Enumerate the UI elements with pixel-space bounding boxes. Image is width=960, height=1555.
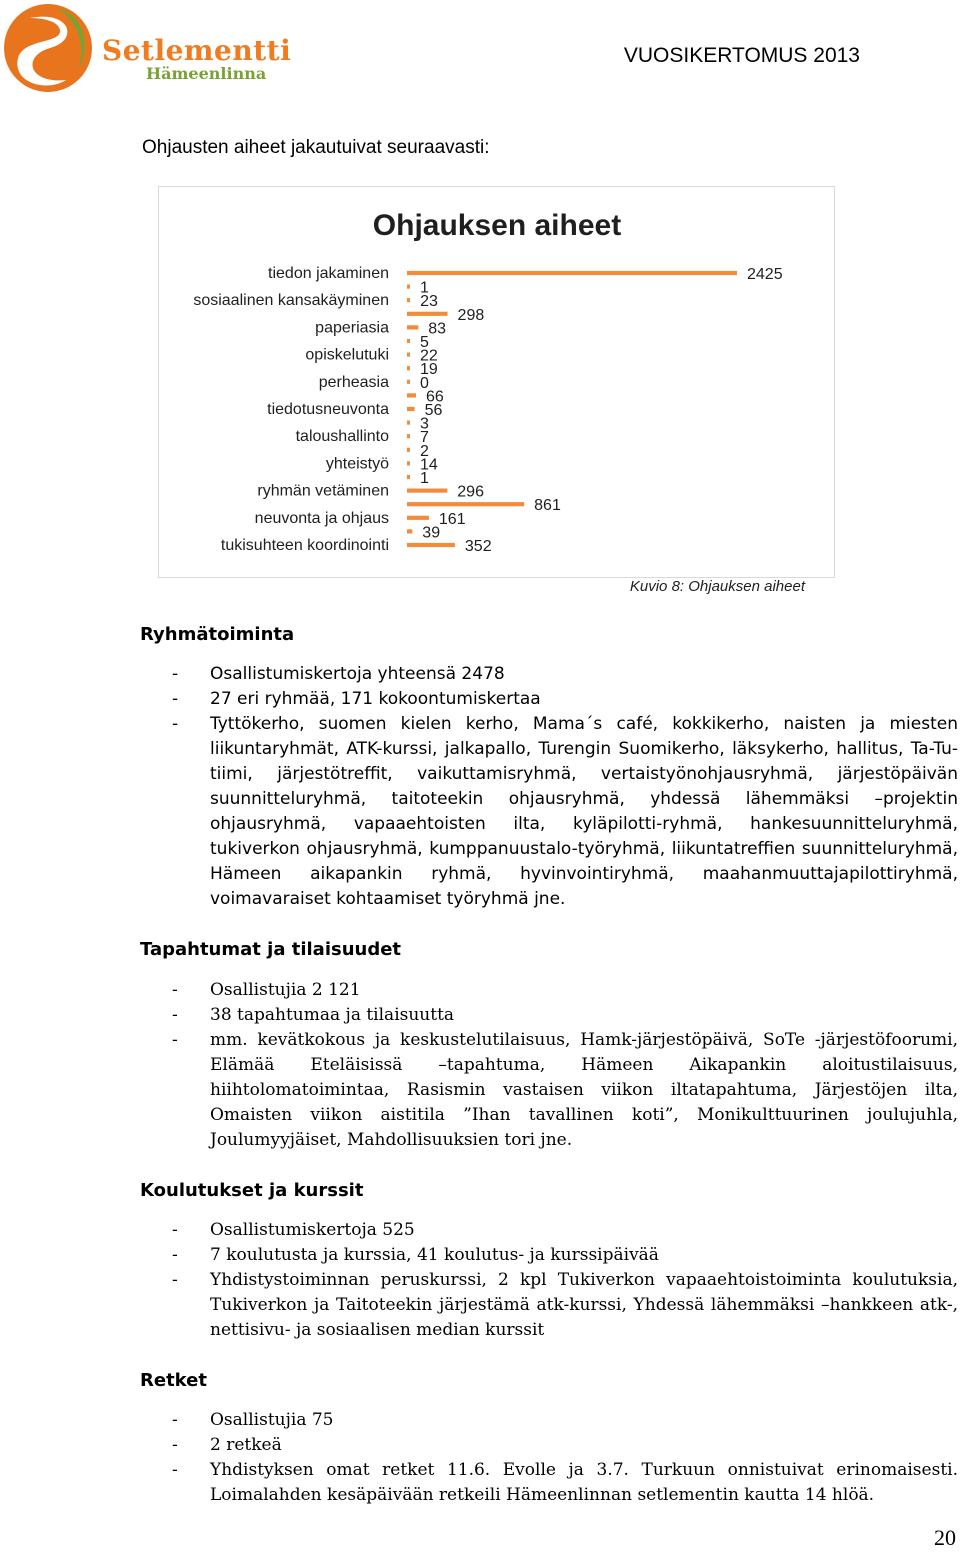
bar bbox=[407, 339, 410, 343]
bar bbox=[407, 393, 416, 397]
bar bbox=[407, 543, 455, 547]
bar-value-label: 2425 bbox=[747, 266, 783, 283]
list-item: - 38 tapahtumaa ja tilaisuutta bbox=[172, 1005, 455, 1025]
category-label: opiskelutuki bbox=[305, 346, 389, 364]
bar-value-label: 7 bbox=[420, 429, 429, 447]
report-title: VUOSIKERTOMUS 2013 bbox=[623, 44, 860, 67]
list-item: - Osallistumiskertoja yhteensä 2478 bbox=[172, 664, 505, 684]
bar bbox=[407, 366, 410, 370]
list-item: - Tyttökerho, suomen kielen kerho, Mama´s café, kokkikerho, naisten ja miesten liikuntaryhmät, ATK-kurssi, jalkapallo, Turengin Suomikerho, läksykerho, hallitus, Ta-Tu-tiimi, järjestötreffit, vaikuttamisryhmä, vertaistyönohjausryhmä, järjestöpäivän suunnitteluryhmä, taitoteekin ohjausryhmä, yhdessä lähemmäksi –projektin ohjausryhmä, vapaaehtoisten ilta, kyläpilotti-ryhmä, hankesuunnitteluryhmä, tukiverkon ohjausryhmä, kumppanuustalo-työryhmä, liikuntatreffien suunnitteluryhmä, Hämeen aikapankin ryhmä, hyvinvointiryhmä, maahanmuuttajapilottiryhmä, voimavaraiset kohtaamiset työryhmä jne. bbox=[172, 714, 958, 909]
category-label: tiedotusneuvonta bbox=[267, 401, 389, 418]
bar bbox=[407, 421, 410, 425]
list-item: - Osallistumiskertoja 525 bbox=[172, 1220, 415, 1240]
bar-value-label: 3 bbox=[420, 415, 429, 433]
bar bbox=[407, 353, 410, 357]
logo-org-subname: Hämeenlinna bbox=[146, 64, 267, 83]
page-number: 20 bbox=[934, 1525, 956, 1550]
bar-value-label: 23 bbox=[420, 293, 438, 311]
ryhmatoiminta-list bbox=[172, 662, 958, 912]
section-title-koulutukset: Koulutukset ja kurssit bbox=[140, 1180, 364, 1201]
bar bbox=[407, 312, 448, 316]
list-item: - 7 koulutusta ja kurssia, 41 koulutus- ja kurssipäivää bbox=[172, 1245, 659, 1265]
list-item: - Yhdistyksen omat retket 11.6. Evolle ja 3.7. Turkuun onnistuivat erinomaisesti. Loimalahden kesäpäivään retkeili Hämeenlinnan setlementin kautta 14 hlöä. bbox=[172, 1460, 958, 1505]
bar-value-label: 861 bbox=[534, 497, 561, 515]
category-label: tiedon jakaminen bbox=[268, 265, 389, 282]
bar-value-label: 22 bbox=[420, 347, 438, 365]
bar bbox=[407, 448, 410, 452]
setlementti-logo bbox=[0, 0, 292, 100]
bar-value-label: 2 bbox=[420, 442, 429, 460]
category-label: yhteistyö bbox=[325, 455, 389, 473]
bar-value-label: 56 bbox=[424, 402, 443, 419]
bar bbox=[407, 325, 418, 329]
category-label: sosiaalinen kansakäyminen bbox=[193, 292, 389, 310]
bar bbox=[407, 380, 410, 384]
list-item: - Osallistujia 2 121 bbox=[172, 980, 361, 1000]
bar bbox=[407, 461, 410, 465]
bar bbox=[407, 516, 429, 520]
koulutukset-list bbox=[172, 1218, 958, 1343]
bar bbox=[407, 434, 410, 438]
bar bbox=[407, 529, 412, 533]
bar-value-label: 83 bbox=[428, 320, 447, 338]
tapahtumat-list bbox=[172, 978, 958, 1153]
bar-value-label: 298 bbox=[457, 306, 485, 324]
figure-caption: Kuvio 8: Ohjauksen aiheet bbox=[629, 578, 805, 595]
bar bbox=[407, 407, 415, 411]
intro-text: Ohjausten aiheet jakautuivat seuraavasti: bbox=[142, 137, 490, 158]
list-item: - Osallistujia 75 bbox=[172, 1410, 334, 1430]
category-label: paperiasia bbox=[315, 319, 389, 337]
bar bbox=[407, 298, 410, 302]
section-title-tapahtumat: Tapahtumat ja tilaisuudet bbox=[140, 939, 402, 960]
list-item: - mm. kevätkokous ja keskustelutilaisuus, Hamk-järjestöpäivä, SoTe -järjestöfoorumi, Elämää Eteläisissä –tapahtuma, Hämeen Aikapankin aloitustilaisuus, hiihtolomatoimintaa, Rasismin vastaisen viikon iltatapahtuma, Järjestöjen ilta, Omaisten viikon aistitila ”Ihan tavallinen koti”, Monikulttuurinen joulujuhla, Joulumyyjäiset, Mahdollisuuksien tori jne. bbox=[172, 1030, 958, 1150]
bar bbox=[407, 489, 447, 493]
category-label: ryhmän vetäminen bbox=[257, 482, 389, 500]
bar bbox=[407, 271, 737, 275]
retket-list bbox=[172, 1408, 958, 1508]
bar bbox=[407, 502, 524, 506]
bar-value-label: 66 bbox=[425, 388, 444, 406]
category-label: taloushallinto bbox=[295, 428, 389, 446]
list-item: - Yhdistystoiminnan peruskurssi, 2 kpl Tukiverkon vapaaehtoistoiminta koulutuksia, Tukiverkon ja Taitoteekin järjestämä atk-kurssi, Yhdessä lähemmäksi –hankkeen atk-, nettisivu- ja sosiaalisen median kurssit bbox=[172, 1270, 958, 1340]
chart-title: Ohjauksen aiheet bbox=[372, 209, 622, 242]
category-label: tukisuhteen koordinointi bbox=[220, 537, 389, 554]
bar-value-label: 1 bbox=[420, 279, 429, 297]
bar bbox=[407, 475, 410, 479]
list-item: - 27 eri ryhmää, 171 kokoontumiskertaa bbox=[172, 689, 541, 709]
bar-value-label: 161 bbox=[438, 510, 466, 528]
bar-value-label: 14 bbox=[420, 456, 438, 474]
section-title-ryhmatoiminta: Ryhmätoiminta bbox=[140, 624, 295, 645]
list-item: - 2 retkeä bbox=[172, 1435, 282, 1455]
bar bbox=[407, 285, 410, 289]
category-label: perheasia bbox=[318, 373, 389, 391]
bar-value-label: 5 bbox=[420, 334, 429, 351]
chart-container bbox=[158, 186, 835, 578]
bar-value-label: 19 bbox=[420, 361, 438, 379]
bar-value-label: 352 bbox=[464, 538, 492, 555]
bar-value-label: 0 bbox=[420, 374, 429, 392]
bar-value-label: 39 bbox=[422, 524, 441, 542]
section-title-retket: Retket bbox=[140, 1370, 207, 1391]
logo-org-name: Setlementti bbox=[102, 34, 292, 67]
category-label: neuvonta ja ohjaus bbox=[254, 509, 389, 527]
bar-value-label: 1 bbox=[420, 470, 429, 487]
bar-value-label: 296 bbox=[457, 483, 484, 501]
bar-chart bbox=[159, 187, 834, 577]
